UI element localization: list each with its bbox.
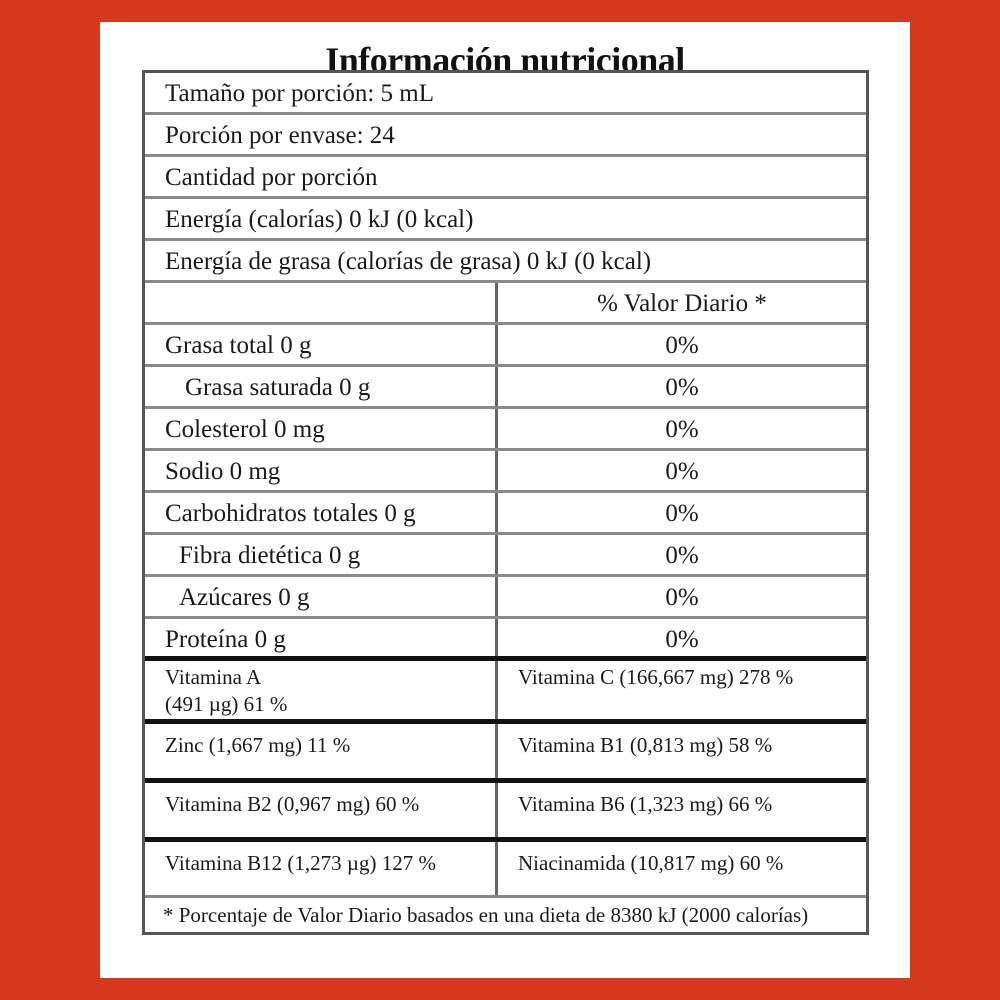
vitamin-row (145, 661, 866, 724)
nutrient-label: Colesterol 0 mg (145, 409, 498, 448)
vitamin-row (145, 724, 866, 783)
nutrient-label: Proteína 0 g (145, 619, 498, 656)
vitamin-right-cell: Vitamina B6 (1,323 mg) 66 % (518, 792, 773, 816)
nutrient-row (145, 535, 866, 577)
daily-value-footnote: * Porcentaje de Valor Diario basados en una dieta de 8380 kJ (2000 calorías) (145, 895, 866, 932)
nutrient-label: Carbohidratos totales 0 g (145, 493, 498, 532)
nutrient-row (145, 577, 866, 619)
amount-per-serving-row: Cantidad por porción (145, 157, 866, 199)
nutrition-table (142, 70, 869, 935)
vitamin-right-cell: Vitamina C (166,667 mg) 278 % (518, 665, 794, 689)
nutrient-dv: 0% (665, 542, 699, 569)
daily-value-header-empty-cell (145, 283, 498, 322)
vitamin-right-cell: Niacinamida (10,817 mg) 60 % (518, 851, 784, 875)
vitamin-left-cell: Vitamina B2 (0,967 mg) 60 % (145, 783, 498, 837)
nutrient-dv: 0% (665, 458, 699, 485)
fat-energy-row: Energía de grasa (calorías de grasa) 0 kJ (0 kcal) (145, 241, 866, 283)
vitamin-row (145, 842, 866, 895)
nutrient-row (145, 619, 866, 661)
energy-row: Energía (calorías) 0 kJ (0 kcal) (145, 199, 866, 241)
nutrient-row (145, 409, 866, 451)
nutrient-row (145, 325, 866, 367)
nutrient-dv: 0% (665, 416, 699, 443)
nutrient-dv: 0% (665, 626, 699, 653)
vitamin-left-line1: Vitamina A (165, 665, 262, 689)
daily-value-header: % Valor Diario * (597, 290, 767, 317)
vitamin-left-cell: Zinc (1,667 mg) 11 % (145, 724, 498, 778)
nutrient-dv: 0% (665, 374, 699, 401)
vitamin-left-cell (145, 661, 498, 719)
nutrient-label: Fibra dietética 0 g (145, 535, 498, 574)
nutrient-label: Azúcares 0 g (145, 577, 498, 616)
servings-per-container-row: Porción por envase: 24 (145, 115, 866, 157)
nutrient-row (145, 493, 866, 535)
daily-value-header-row (145, 283, 866, 325)
serving-size-row: Tamaño por porción: 5 mL (145, 73, 866, 115)
label-title: Información nutricional (325, 40, 685, 80)
vitamin-left-line2: (491 µg) 61 % (165, 692, 288, 716)
nutrient-row (145, 367, 866, 409)
nutrient-label: Grasa saturada 0 g (145, 367, 498, 406)
nutrient-dv: 0% (665, 584, 699, 611)
nutrient-row (145, 451, 866, 493)
vitamin-left-cell: Vitamina B12 (1,273 µg) 127 % (145, 842, 498, 895)
nutrition-label-panel (100, 22, 910, 978)
vitamin-right-cell: Vitamina B1 (0,813 mg) 58 % (518, 733, 773, 757)
nutrient-label: Sodio 0 mg (145, 451, 498, 490)
vitamin-row (145, 783, 866, 842)
nutrient-dv: 0% (665, 332, 699, 359)
nutrient-label: Grasa total 0 g (145, 325, 498, 364)
nutrient-dv: 0% (665, 500, 699, 527)
